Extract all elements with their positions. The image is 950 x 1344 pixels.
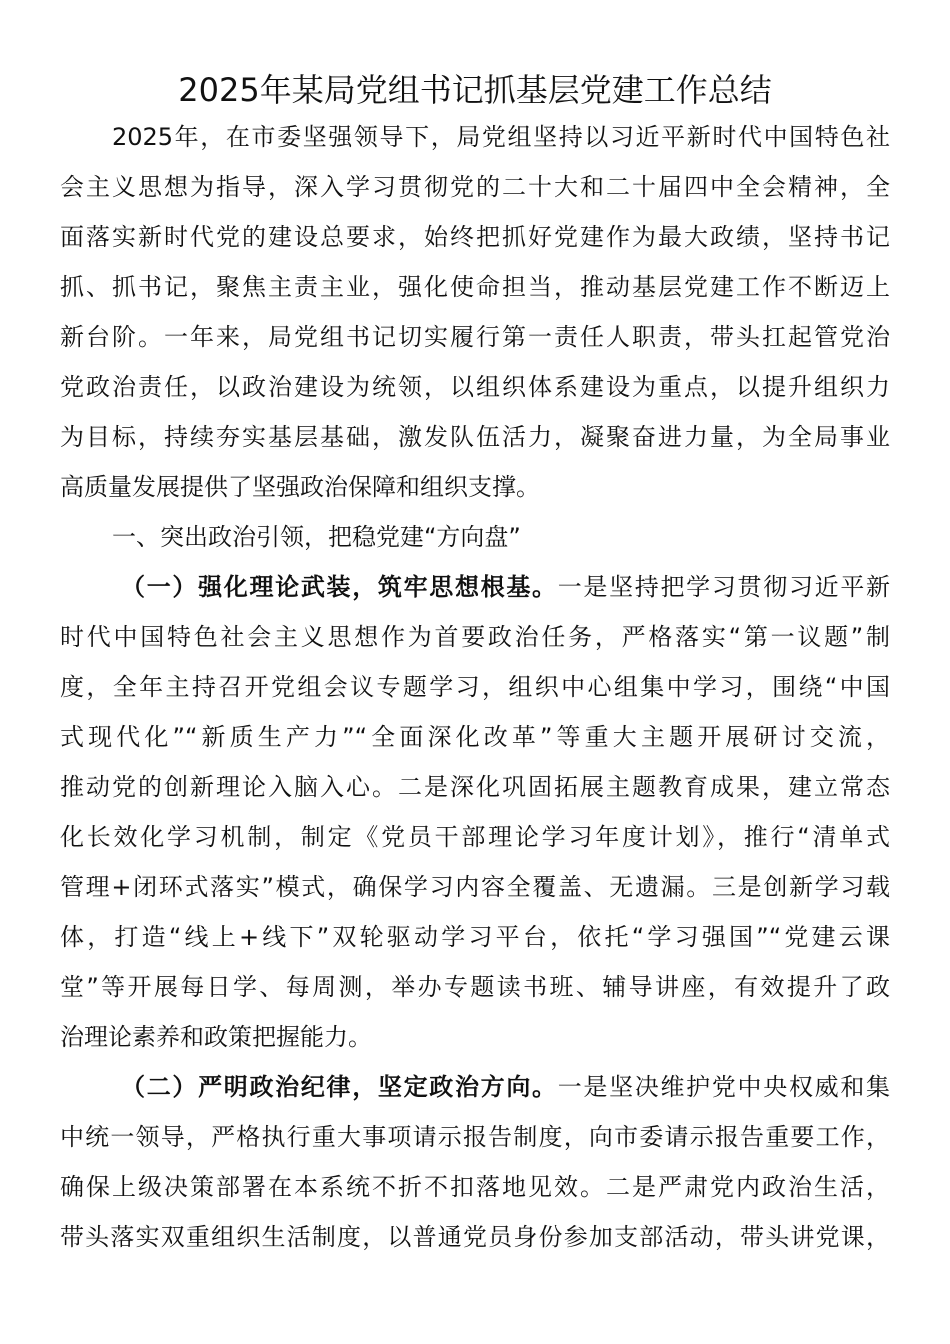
subsection-2-first-text: 一是坚决维护党中央权威和集 — [557, 1073, 891, 1101]
subsection-1-heading: （一）强化理论武装，筑牢思想根基。 — [121, 573, 558, 601]
sub1-line-1: 时代中国特色社会主义思想作为首要政治任务，严格落实“第一议题”制 — [60, 623, 890, 651]
sub1-line-2: 度，全年主持召开党组会议专题学习，组织中心组集中学习，围绕“中国 — [60, 673, 890, 701]
sub1-line-5: 化长效化学习机制，制定《党员干部理论学习年度计划》，推行“清单式 — [60, 823, 890, 851]
section-1-heading: 一、突出政治引领，把稳党建“方向盘” — [112, 523, 521, 551]
sub1-line-3: 式现代化”“新质生产力”“全面深化改革”等重大主题开展研讨交流， — [60, 723, 890, 751]
subsection-2-first-line — [121, 1071, 890, 1103]
intro-line-2: 会主义思想为指导，深入学习贯彻党的二十大和二十届四中全会精神，全 — [60, 173, 890, 201]
subsection-2-heading: （二）严明政治纪律，坚定政治方向。 — [121, 1073, 558, 1101]
subsection-1-first-text: 一是坚持把学习贯彻习近平新 — [557, 573, 891, 601]
intro-line-3: 面落实新时代党的建设总要求，始终把抓好党建作为最大政绩，坚持书记 — [60, 223, 890, 251]
intro-line-6: 党政治责任，以政治建设为统领，以组织体系建设为重点，以提升组织力 — [60, 373, 890, 401]
document-title: 2025年某局党组书记抓基层党建工作总结 — [178, 71, 772, 109]
sub1-line-6: 管理+闭环式落实”模式，确保学习内容全覆盖、无遗漏。三是创新学习载 — [60, 873, 890, 901]
sub1-line-7: 体，打造“线上+线下”双轮驱动学习平台，依托“学习强国”“党建云课 — [60, 923, 890, 951]
sub2-line-1: 中统一领导，严格执行重大事项请示报告制度，向市委请示报告重要工作， — [60, 1123, 890, 1151]
sub1-line-8: 堂”等开展每日学、每周测，举办专题读书班、辅导讲座，有效提升了政 — [60, 973, 890, 1001]
sub1-line-9: 治理论素养和政策把握能力。 — [60, 1023, 372, 1051]
intro-line-4: 抓、抓书记，聚焦主责主业，强化使命担当，推动基层党建工作不断迈上 — [60, 273, 890, 301]
intro-line-8: 高质量发展提供了坚强政治保障和组织支撑。 — [60, 473, 540, 501]
subsection-1-first-line — [121, 571, 890, 603]
sub1-line-4: 推动党的创新理论入脑入心。二是深化巩固拓展主题教育成果，建立常态 — [60, 773, 890, 801]
sub2-line-3: 带头落实双重组织生活制度，以普通党员身份参加支部活动，带头讲党课， — [60, 1223, 890, 1251]
intro-line-5: 新台阶。一年来，局党组书记切实履行第一责任人职责，带头扛起管党治 — [60, 323, 890, 351]
intro-line-7: 为目标，持续夯实基层基础，激发队伍活力，凝聚奋进力量，为全局事业 — [60, 423, 890, 451]
intro-line-1: 2025年，在市委坚强领导下，局党组坚持以习近平新时代中国特色社 — [112, 123, 890, 151]
sub2-line-2: 确保上级决策部署在本系统不折不扣落地见效。二是严肃党内政治生活， — [60, 1173, 890, 1201]
